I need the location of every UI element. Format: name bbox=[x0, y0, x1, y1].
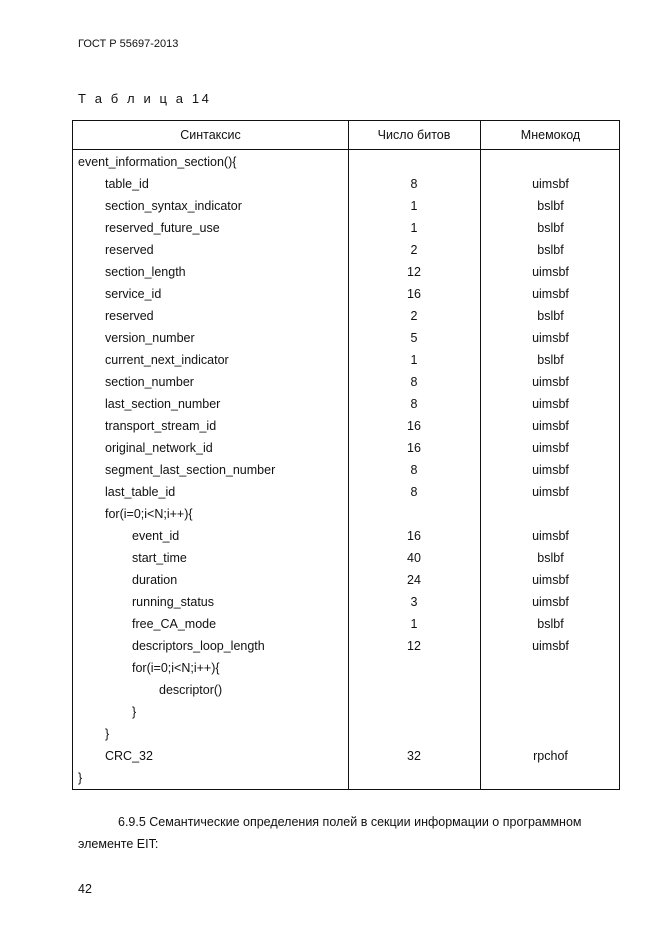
table-row bbox=[73, 239, 619, 261]
cell-bits: 16 bbox=[407, 441, 421, 455]
cell-bits: 8 bbox=[410, 375, 418, 389]
cell-bits: 8 bbox=[410, 397, 418, 411]
table-row bbox=[73, 503, 619, 525]
cell-syntax: table_id bbox=[105, 177, 149, 191]
cell-bits: 8 bbox=[410, 485, 418, 499]
cell-bits: 16 bbox=[407, 529, 421, 543]
cell-syntax: } bbox=[78, 771, 83, 785]
cell-mnemonic: uimsbf bbox=[532, 265, 569, 279]
table-row bbox=[73, 283, 619, 305]
syntax-table bbox=[72, 120, 620, 790]
table-caption: Т а б л и ц а 14 bbox=[78, 91, 212, 106]
cell-mnemonic: bslbf bbox=[537, 309, 564, 323]
cell-syntax: for(i=0;i<N;i++){ bbox=[132, 661, 220, 675]
cell-mnemonic: uimsbf bbox=[532, 397, 569, 411]
cell-syntax: service_id bbox=[105, 287, 162, 301]
table-row bbox=[73, 327, 619, 349]
table-row bbox=[73, 371, 619, 393]
table-row bbox=[73, 723, 619, 745]
cell-syntax: section_length bbox=[105, 265, 186, 279]
cell-bits: 24 bbox=[407, 573, 421, 587]
cell-bits: 2 bbox=[410, 243, 418, 257]
cell-mnemonic: uimsbf bbox=[532, 177, 569, 191]
paragraph-text: 6.9.5 Семантические определения полей в секции информации о программном элементе EIT: bbox=[78, 815, 582, 851]
table-row bbox=[73, 349, 619, 371]
cell-bits: 40 bbox=[407, 551, 421, 565]
page-number: 42 bbox=[78, 882, 92, 896]
table-row bbox=[73, 305, 619, 327]
cell-bits: 1 bbox=[410, 199, 418, 213]
cell-mnemonic: uimsbf bbox=[532, 419, 569, 433]
document-header: ГОСТ Р 55697-2013 bbox=[78, 38, 179, 50]
table-row bbox=[73, 701, 619, 723]
section-paragraph bbox=[78, 811, 618, 855]
cell-syntax: reserved bbox=[105, 243, 154, 257]
table-row bbox=[73, 569, 619, 591]
column-header-bits: Число битов bbox=[377, 128, 451, 142]
table-row bbox=[73, 151, 619, 173]
cell-syntax: descriptor() bbox=[159, 683, 223, 697]
cell-mnemonic: uimsbf bbox=[532, 375, 569, 389]
cell-mnemonic: uimsbf bbox=[532, 573, 569, 587]
cell-bits: 32 bbox=[407, 749, 421, 763]
cell-syntax: original_network_id bbox=[105, 441, 213, 455]
cell-bits: 16 bbox=[407, 287, 421, 301]
table-row bbox=[73, 195, 619, 217]
cell-syntax: event_id bbox=[132, 529, 180, 543]
column-header-syntax: Синтаксис bbox=[180, 128, 241, 142]
cell-syntax: } bbox=[105, 727, 110, 741]
table-row bbox=[73, 613, 619, 635]
cell-syntax: last_table_id bbox=[105, 485, 176, 499]
cell-bits: 5 bbox=[410, 331, 418, 345]
cell-syntax: start_time bbox=[132, 551, 187, 565]
table-row bbox=[73, 173, 619, 195]
cell-mnemonic: uimsbf bbox=[532, 331, 569, 345]
table-row bbox=[73, 261, 619, 283]
cell-bits: 8 bbox=[410, 177, 418, 191]
cell-mnemonic: uimsbf bbox=[532, 463, 569, 477]
cell-mnemonic: rpchof bbox=[533, 749, 568, 763]
cell-syntax: for(i=0;i<N;i++){ bbox=[105, 507, 193, 521]
cell-syntax: } bbox=[132, 705, 137, 719]
cell-mnemonic: uimsbf bbox=[532, 595, 569, 609]
cell-syntax: duration bbox=[132, 573, 178, 587]
cell-mnemonic: uimsbf bbox=[532, 441, 569, 455]
cell-bits: 1 bbox=[410, 221, 418, 235]
table-row bbox=[73, 767, 619, 789]
cell-mnemonic: bslbf bbox=[537, 551, 564, 565]
cell-mnemonic: uimsbf bbox=[532, 485, 569, 499]
table-row bbox=[73, 657, 619, 679]
cell-syntax: transport_stream_id bbox=[105, 419, 217, 433]
table-row bbox=[73, 459, 619, 481]
table-row bbox=[73, 635, 619, 657]
table-row bbox=[73, 547, 619, 569]
cell-mnemonic: uimsbf bbox=[532, 287, 569, 301]
cell-syntax: reserved bbox=[105, 309, 154, 323]
cell-syntax: section_syntax_indicator bbox=[105, 199, 242, 213]
cell-mnemonic: bslbf bbox=[537, 199, 564, 213]
table-row bbox=[73, 481, 619, 503]
cell-bits: 12 bbox=[407, 639, 421, 653]
cell-syntax: CRC_32 bbox=[105, 749, 153, 763]
table-row bbox=[73, 437, 619, 459]
cell-syntax: segment_last_section_number bbox=[105, 463, 276, 477]
column-header-mnemonic: Мнемокод bbox=[520, 128, 581, 142]
cell-syntax: reserved_future_use bbox=[105, 221, 220, 235]
cell-bits: 1 bbox=[410, 617, 418, 631]
table-row bbox=[73, 591, 619, 613]
cell-mnemonic: bslbf bbox=[537, 617, 564, 631]
cell-syntax: running_status bbox=[132, 595, 215, 609]
cell-bits: 3 bbox=[410, 595, 418, 609]
table-row bbox=[73, 745, 619, 767]
table-row bbox=[73, 415, 619, 437]
cell-mnemonic: uimsbf bbox=[532, 639, 569, 653]
cell-syntax: current_next_indicator bbox=[105, 353, 229, 367]
table-row bbox=[73, 393, 619, 415]
header-divider bbox=[73, 149, 619, 150]
cell-mnemonic: uimsbf bbox=[532, 529, 569, 543]
cell-bits: 16 bbox=[407, 419, 421, 433]
cell-bits: 1 bbox=[410, 353, 418, 367]
cell-mnemonic: bslbf bbox=[537, 221, 564, 235]
cell-bits: 12 bbox=[407, 265, 421, 279]
cell-syntax: last_section_number bbox=[105, 397, 221, 411]
cell-bits: 2 bbox=[410, 309, 418, 323]
table-row bbox=[73, 217, 619, 239]
cell-mnemonic: bslbf bbox=[537, 243, 564, 257]
cell-syntax: free_CA_mode bbox=[132, 617, 217, 631]
cell-syntax: descriptors_loop_length bbox=[132, 639, 265, 653]
table-row bbox=[73, 525, 619, 547]
table-row bbox=[73, 679, 619, 701]
cell-syntax: event_information_section(){ bbox=[78, 155, 237, 169]
cell-syntax: section_number bbox=[105, 375, 194, 389]
cell-mnemonic: bslbf bbox=[537, 353, 564, 367]
cell-bits: 8 bbox=[410, 463, 418, 477]
cell-syntax: version_number bbox=[105, 331, 195, 345]
